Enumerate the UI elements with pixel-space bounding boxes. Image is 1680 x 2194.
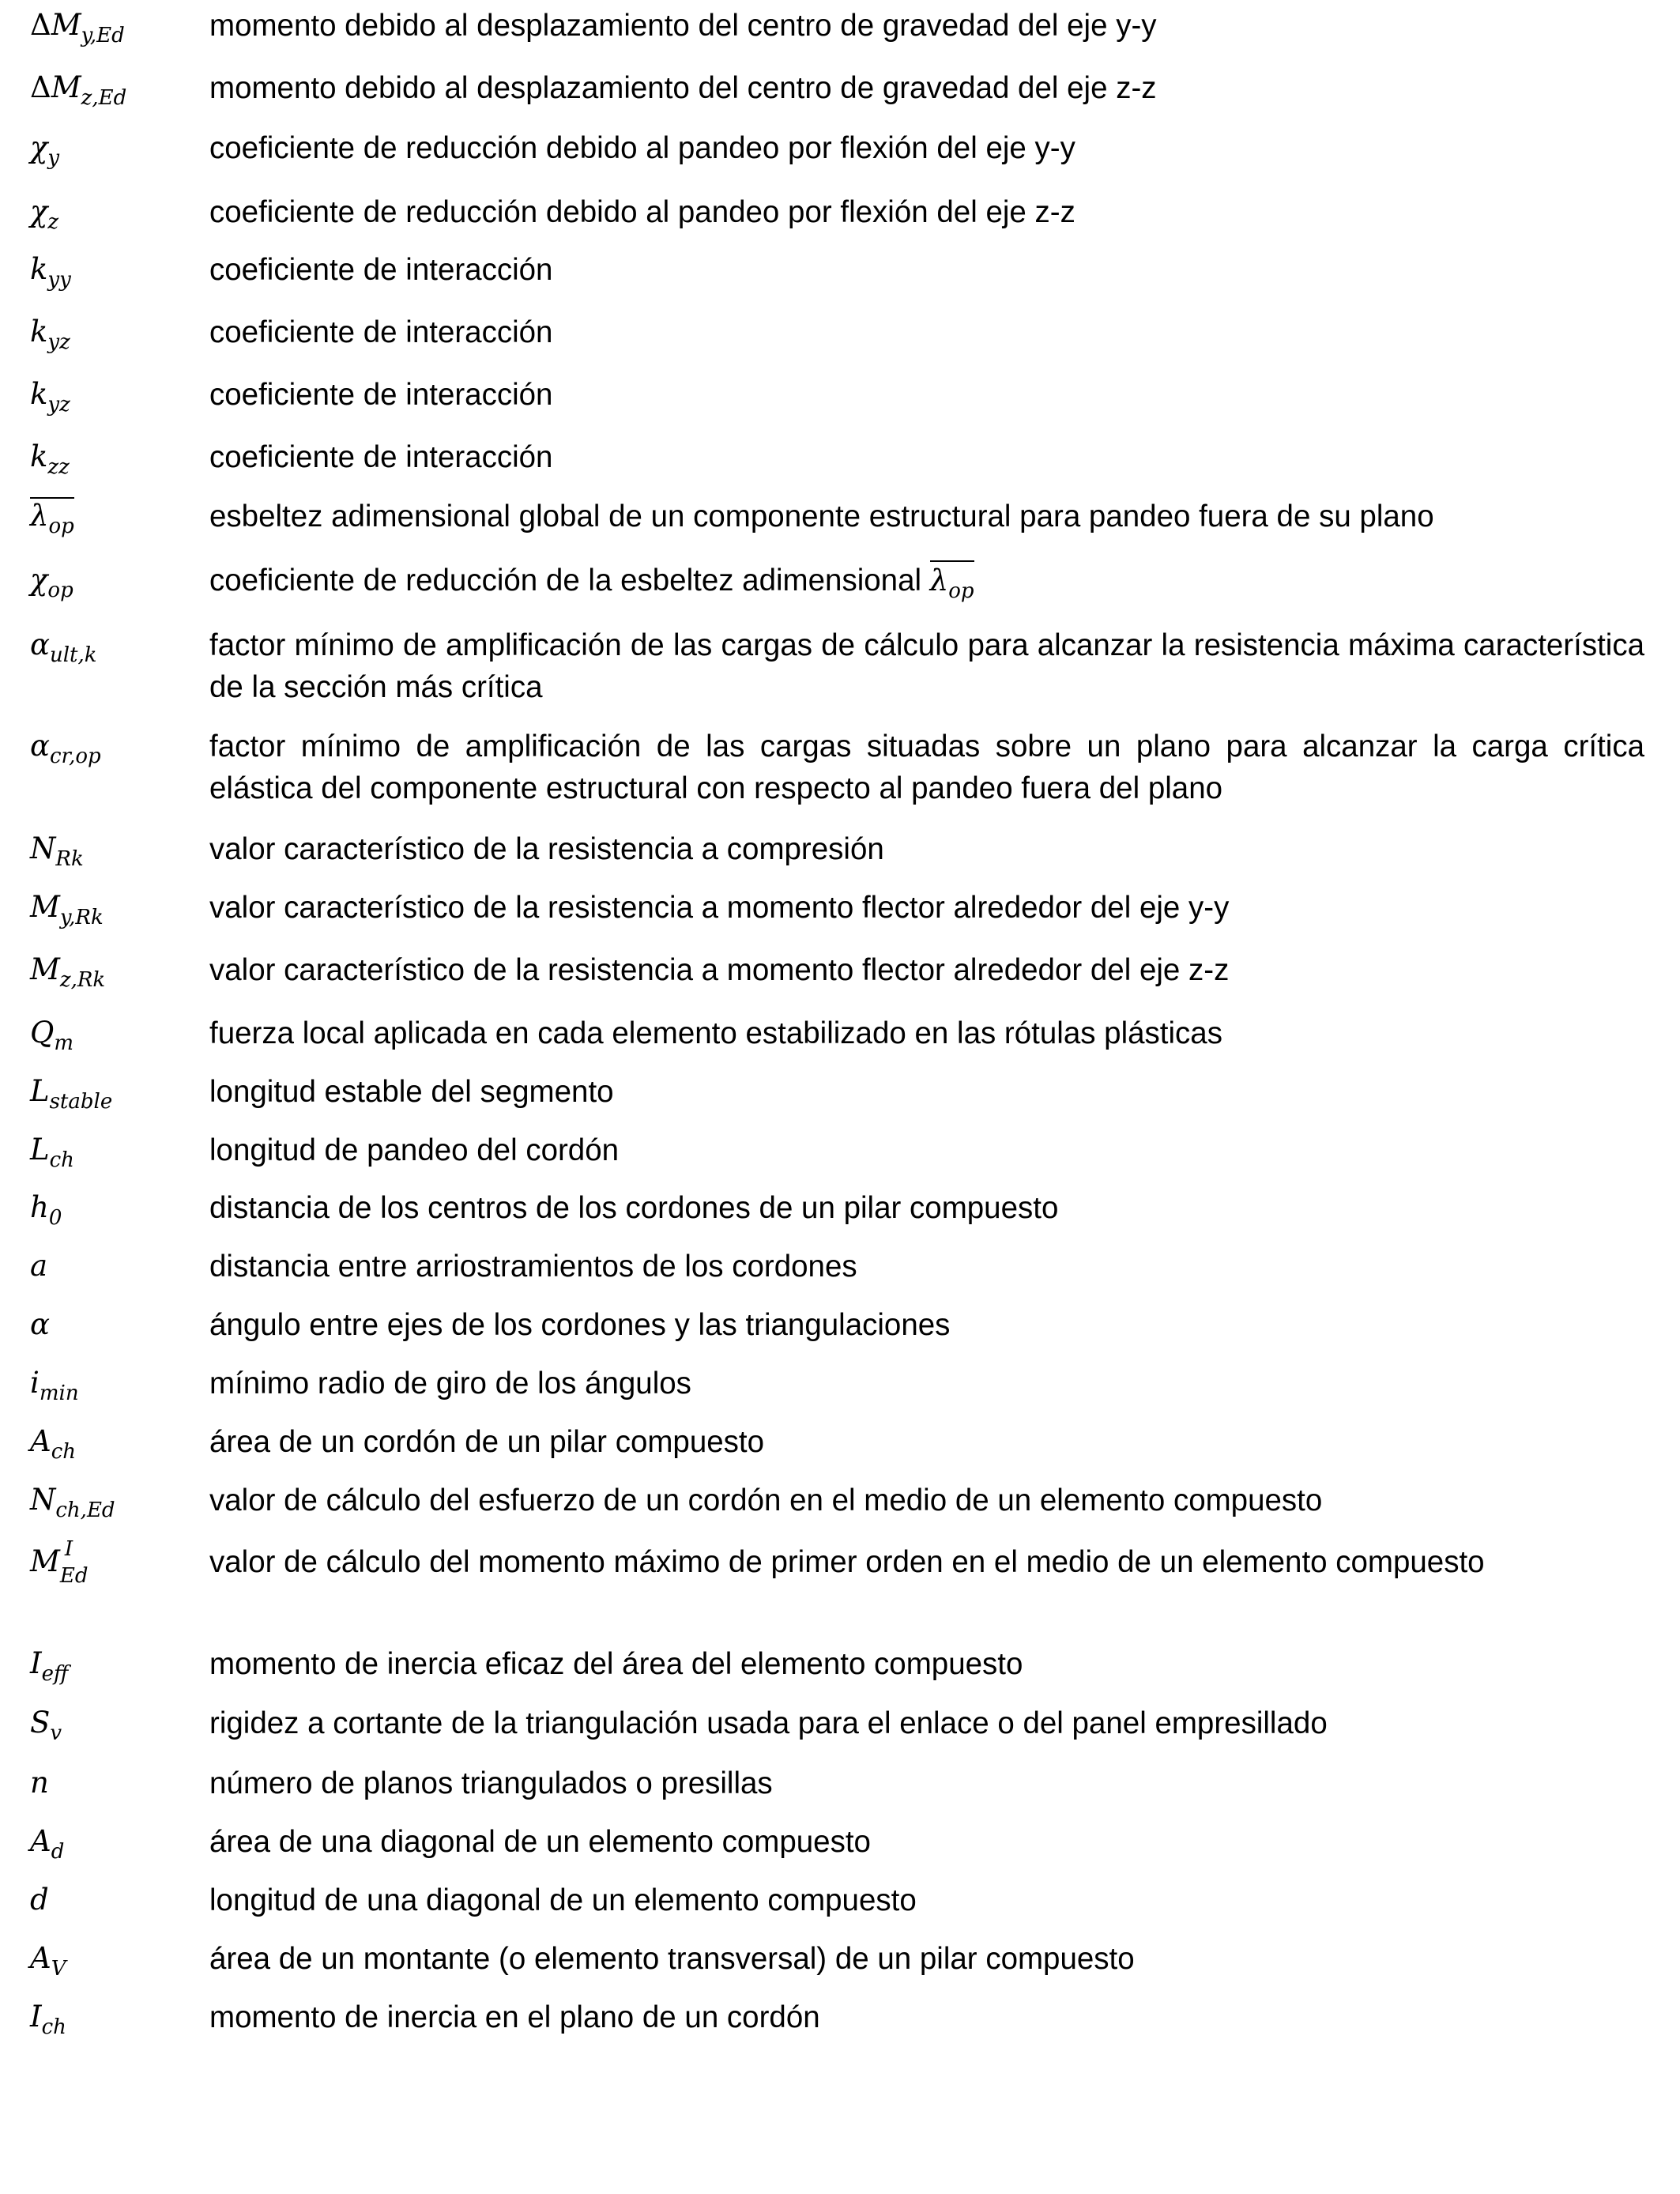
description: rigidez a cortante de la triangulación usada para el enlace o del panel empresillado — [209, 1706, 1328, 1740]
symbol: $\alpha_{ult,k}$ — [30, 628, 97, 667]
symbol: $L_{stable}$ — [30, 1074, 113, 1114]
description: fuerza local aplicada en cada elemento estabilizado en las rótulas plásticas — [209, 1016, 1222, 1050]
description: ángulo entre ejes de los cordones y las triangulaciones — [209, 1308, 951, 1342]
symbol: $h_0$ — [30, 1190, 62, 1230]
symbol: $L_{ch}$ — [30, 1133, 74, 1172]
symbol: $Q_m$ — [30, 1016, 73, 1055]
description: longitud estable del segmento — [209, 1075, 614, 1109]
inline-symbol: $\lambda_{op}$ — [930, 560, 974, 598]
symbol: $k_{zz}$ — [30, 439, 70, 479]
symbol: $A_{ch}$ — [30, 1424, 77, 1464]
symbol: $k_{yz}$ — [30, 377, 70, 417]
description: distancia de los centros de los cordones de un pilar compuesto — [209, 1191, 1059, 1225]
symbol: $\alpha_{cr,op}$ — [30, 729, 101, 768]
symbol: $k_{yz}$ — [30, 315, 70, 354]
description: momento de inercia eficaz del área del elemento compuesto — [209, 1647, 1023, 1681]
description: momento debido al desplazamiento del centro de gravedad del eje z-z — [209, 71, 1157, 105]
symbol: M I Ed — [30, 1537, 89, 1588]
description: coeficiente de interacción — [209, 378, 553, 412]
description: coeficiente de interacción — [209, 315, 553, 349]
symbol: $\chi_z$ — [30, 194, 59, 234]
symbol: $\chi_y$ — [30, 130, 60, 170]
symbol: $N_{Rk}$ — [30, 831, 84, 871]
description: momento de inercia en el plano de un cordón — [209, 2000, 820, 2034]
symbol: a — [30, 1249, 48, 1283]
description: coeficiente de interacción — [209, 253, 553, 287]
description: factor mínimo de amplificación de las cargas de cálculo para alcanzar la resistencia máxima característica de la sección más crítica — [209, 628, 1644, 704]
symbol: $I_{eff}$ — [30, 1646, 69, 1686]
description: mínimo radio de giro de los ángulos — [209, 1367, 691, 1400]
description: esbeltez adimensional global de un componente estructural para pandeo fuera de su plano — [209, 499, 1434, 533]
description: factor mínimo de amplificación de las cargas situadas sobre un plano para alcanzar la carga crítica elástica del componente estructural con respecto al pandeo fuera del plano — [209, 729, 1644, 805]
description: valor característico de la resistencia a momento flector alrededor del eje y-y — [209, 891, 1230, 925]
symbol: $i_{min}$ — [30, 1366, 79, 1405]
symbol: $\lambda_{op}$ — [30, 499, 74, 538]
description: longitud de pandeo del cordón — [209, 1133, 620, 1167]
description: coeficiente de reducción de la esbeltez adimensional $\lambda_{op}$ — [209, 560, 1644, 601]
symbol: n — [30, 1766, 49, 1800]
symbol: $A_d$ — [30, 1824, 65, 1864]
symbol: d — [30, 1883, 49, 1917]
description: valor característico de la resistencia a compresión — [209, 832, 884, 866]
description: coeficiente de reducción debido al pandeo por flexión del eje z-z — [209, 195, 1075, 229]
symbol: $\Delta M_{z,Ed}$ — [30, 70, 127, 110]
description: área de una diagonal de un elemento compuesto — [209, 1825, 871, 1859]
symbol: $\chi_{op}$ — [30, 563, 73, 602]
description: longitud de una diagonal de un elemento compuesto — [209, 1883, 917, 1917]
description: valor de cálculo del momento máximo de primer orden en el medio de un elemento compuesto — [209, 1545, 1485, 1579]
description: área de un montante (o elemento transversal) de un pilar compuesto — [209, 1942, 1135, 1976]
description: área de un cordón de un pilar compuesto — [209, 1425, 765, 1459]
symbol: $N_{ch,Ed}$ — [30, 1483, 115, 1522]
description: número de planos triangulados o presillas — [209, 1766, 773, 1800]
symbol: α — [30, 1307, 50, 1341]
description: valor característico de la resistencia a momento flector alrededor del eje z-z — [209, 953, 1230, 987]
symbol: $I_{ch}$ — [30, 2000, 66, 2039]
symbol: $S_v$ — [30, 1706, 62, 1745]
symbol: $\Delta M_{y,Ed}$ — [30, 8, 125, 47]
symbol: $A_V$ — [30, 1941, 66, 1981]
description: distancia entre arriostramientos de los cordones — [209, 1250, 857, 1284]
description: coeficiente de interacción — [209, 440, 553, 474]
symbol: $M_{y,Rk}$ — [30, 890, 104, 929]
description: valor de cálculo del esfuerzo de un cordón en el medio de un elemento compuesto — [209, 1483, 1323, 1517]
symbol: $M_{z,Rk}$ — [30, 952, 106, 992]
description: momento debido al desplazamiento del centro de gravedad del eje y-y — [209, 9, 1157, 43]
description: coeficiente de reducción debido al pandeo por flexión del eje y-y — [209, 131, 1075, 165]
symbol: $k_{yy}$ — [30, 252, 71, 292]
